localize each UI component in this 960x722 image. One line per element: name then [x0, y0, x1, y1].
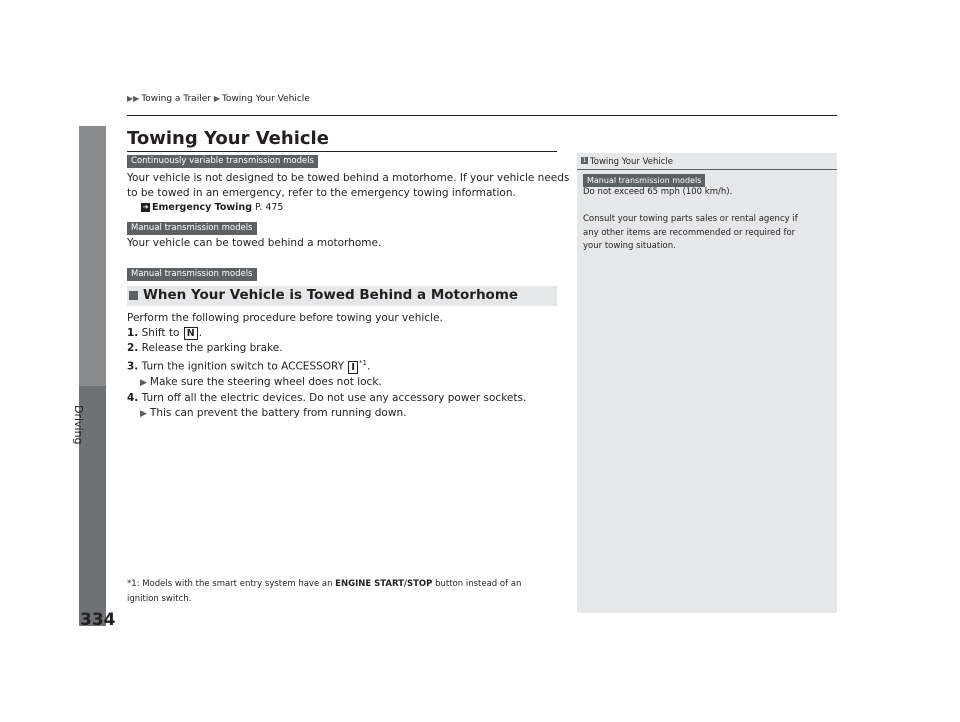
emergency-towing-reference[interactable] — [141, 202, 283, 213]
step-1: 1. Shift to N . — [127, 327, 203, 339]
arrow-icon: ▶ — [140, 408, 147, 419]
chapter-label: Driving — [72, 405, 85, 445]
note-number-icon: 1 — [582, 157, 587, 164]
step-3: 3. Turn the ignition switch to ACCESSORY I $^{*1}$. — [127, 359, 371, 373]
procedure — [127, 311, 567, 422]
sidebar-speed-limit: Do not exceed 65 mph (100 km/h). — [583, 187, 733, 197]
step-4: 4. Turn off all the electric devices. Do not use any accessory power sockets. — [127, 391, 527, 404]
sidebar-divider — [577, 169, 837, 170]
chapter-tab — [79, 126, 106, 626]
arrow-icon: ▶ — [140, 377, 147, 388]
subheading-bar — [127, 286, 557, 306]
subheading-square-icon — [129, 291, 138, 300]
title-divider — [127, 151, 557, 152]
page-number: 334 — [80, 610, 116, 630]
sidebar-manual-tag: Manual transmission models — [583, 174, 705, 187]
accessory-key-icon: I — [348, 361, 358, 374]
page-title: Towing Your Vehicle — [127, 128, 329, 149]
procedure-intro: Perform the following procedure before towing your vehicle. — [127, 312, 443, 324]
chapter-tab-highlight — [79, 126, 106, 386]
manual-towable-text: Your vehicle can be towed behind a motorhome. — [127, 237, 382, 249]
reference-label: Emergency Towing — [152, 202, 252, 213]
cvt-line-2: to be towed in an emergency, refer to the emergency towing information. — [127, 187, 516, 199]
step-3-note: ▶ Make sure the steering wheel does not lock. — [140, 375, 382, 388]
reference-page: P. 475 — [255, 202, 284, 213]
breadcrumb-item-towing-vehicle[interactable]: Towing Your Vehicle — [221, 94, 310, 104]
breadcrumb-item-towing-trailer[interactable]: Towing a Trailer — [141, 94, 211, 104]
step-2: 2. Release the parking brake. — [127, 342, 283, 354]
sidebar-note — [577, 153, 837, 613]
cvt-models-tag: Continuously variable transmission models — [127, 155, 318, 168]
breadcrumb-arrow-icon: ▶▶ — [127, 94, 140, 103]
cvt-paragraph — [127, 171, 569, 201]
neutral-key-icon: N — [184, 327, 198, 340]
step-4-note: ▶ This can prevent the battery from running down. — [140, 406, 407, 419]
footnote: *1: Models with the smart entry system have an ENGINE START/STOP button instead of an ignition switch. — [127, 579, 522, 604]
subheading: When Your Vehicle is Towed Behind a Motorhome — [143, 287, 519, 303]
manual-models-tag: Manual transmission models — [127, 268, 257, 281]
manual-models-tag: Manual transmission models — [127, 222, 257, 235]
cvt-line-1: Your vehicle is not designed to be towed behind a motorhome. If your vehicle needs — [127, 172, 570, 184]
sidebar-consult-text: Consult your towing parts sales or rental agency if any other items are recommended or required for your towing situation. — [583, 214, 798, 251]
breadcrumb-arrow-icon: ▶ — [213, 94, 220, 103]
reference-arrow-icon: ➔ — [142, 203, 149, 211]
sidebar-heading: 1 Towing Your Vehicle — [582, 157, 673, 167]
header-divider — [127, 115, 837, 116]
breadcrumb — [127, 94, 310, 104]
